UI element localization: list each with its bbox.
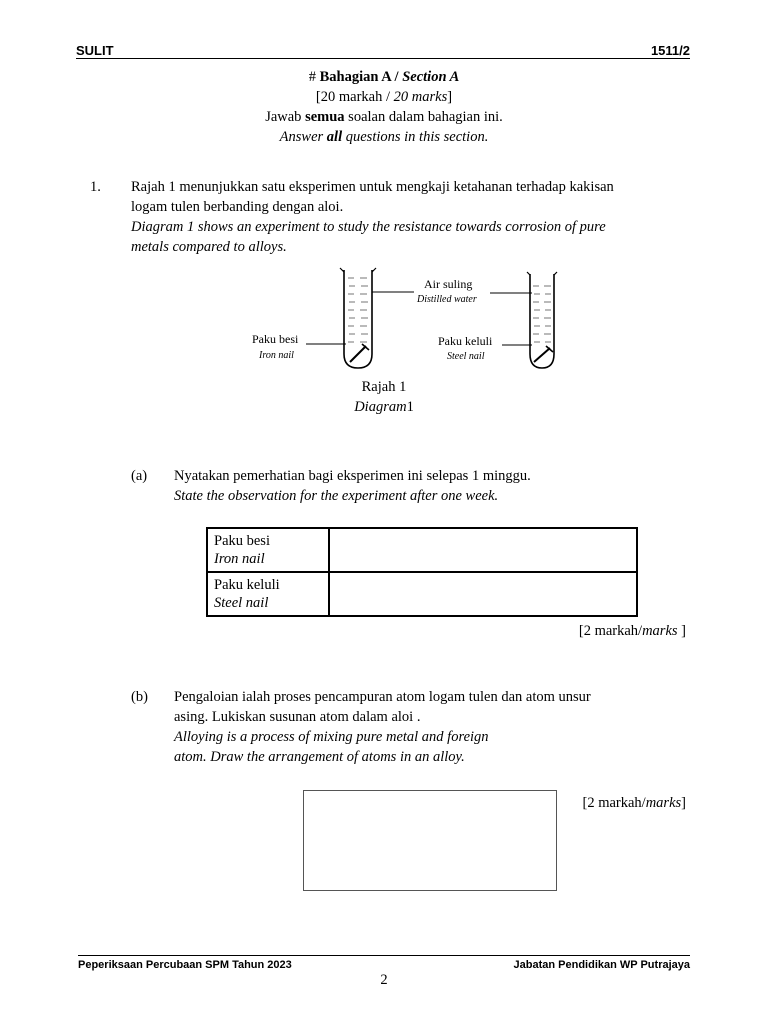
question-number: 1. [90, 179, 101, 195]
test-tube-left [340, 268, 376, 368]
test-tube-right [527, 272, 557, 368]
row-label-steel: Paku keluli Steel nail [207, 572, 329, 616]
diagram-caption-en: Diagram1 [354, 399, 414, 415]
part-a-marks: [2 markah/marks ] [578, 623, 686, 639]
footer-rule [78, 955, 690, 956]
observation-table [206, 527, 638, 617]
section-marks: [20 markah / 20 marks] [315, 89, 453, 105]
diagram-caption-ms: Rajah 1 [361, 379, 407, 395]
label-water-ms: Air suling [424, 277, 473, 291]
header-sulit: SULIT [76, 43, 114, 58]
footer-department: Jabatan Pendidikan WP Putrajaya [513, 959, 690, 971]
section-instruction-ms: Jawab semua soalan dalam bahagian ini. [265, 109, 503, 125]
alloy-drawing-box[interactable] [303, 790, 557, 891]
part-a-label: (a) [131, 468, 148, 484]
footer-exam-title: Peperiksaan Percubaan SPM Tahun 2023 [78, 959, 292, 971]
label-steel-ms: Paku keluli [438, 334, 493, 348]
answer-cell-iron[interactable] [329, 528, 637, 572]
header-rule [76, 58, 690, 59]
section-title: # Bahagian A / Section A [308, 69, 460, 85]
table-row [207, 528, 637, 572]
page-number: 2 [380, 972, 388, 988]
label-iron-ms: Paku besi [252, 332, 299, 346]
section-instruction-en: Answer all questions in this section. [279, 129, 489, 145]
row-label-iron: Paku besi Iron nail [207, 528, 329, 572]
answer-cell-steel[interactable] [329, 572, 637, 616]
table-row [207, 572, 637, 616]
label-iron-en: Iron nail [259, 350, 294, 361]
label-steel-en: Steel nail [447, 351, 485, 362]
label-water-en: Distilled water [417, 294, 477, 305]
part-b-question: Pengaloian ialah proses pencampuran atom logam tulen dan atom unsur asing. Lukiskan susunan atom dalam aloi . Alloying is a process of mixing pure metal and foreign atom. Draw the arrangement of atoms in an alloy. [174, 689, 591, 765]
experiment-diagram [240, 262, 580, 374]
part-b-label: (b) [131, 689, 148, 705]
question-intro: Rajah 1 menunjukkan satu eksperimen untuk mengkaji ketahanan terhadap kakisan logam tulen berbanding dengan aloi. Diagram 1 shows an experiment to study the resistance towards corrosion of pure metals compared to alloys. [131, 179, 614, 255]
part-b-marks: [2 markah/marks] [582, 795, 686, 811]
part-a-question: Nyatakan pemerhatian bagi eksperimen ini selepas 1 minggu. State the observation for the experiment after one week. [174, 468, 531, 504]
header-paper-code: 1511/2 [650, 43, 690, 58]
